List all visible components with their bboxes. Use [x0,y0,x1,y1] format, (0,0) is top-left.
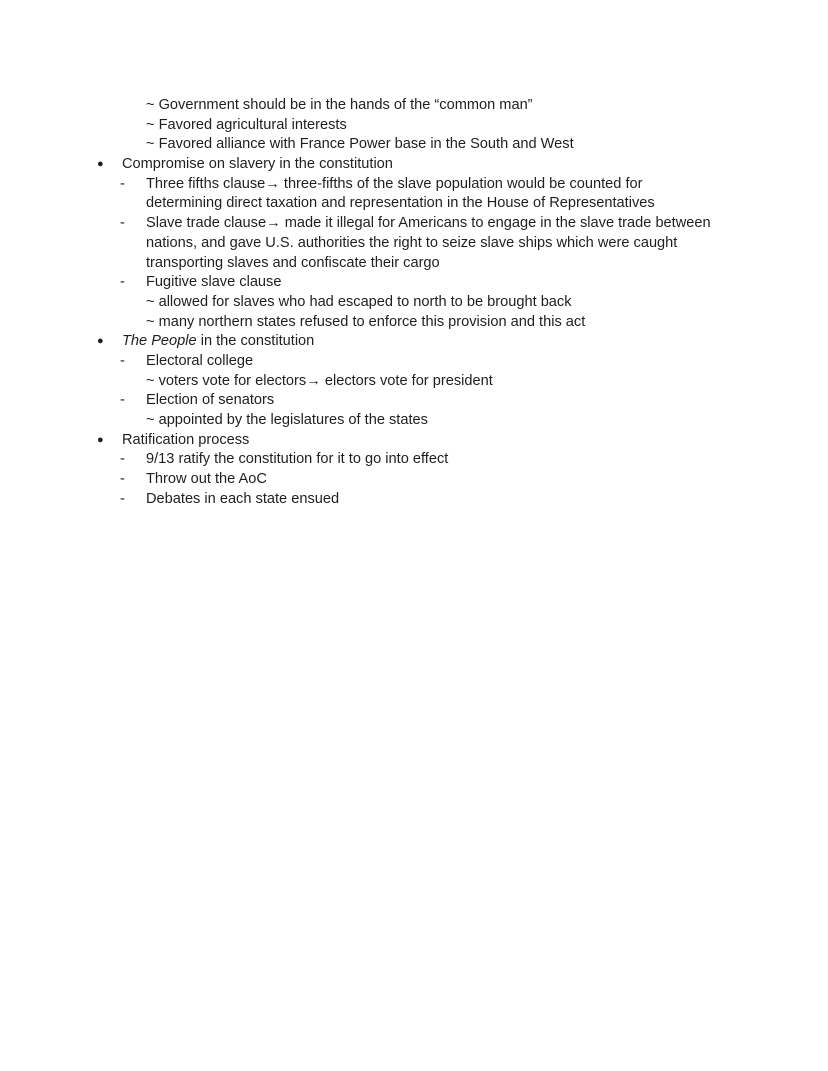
italic-phrase: The People [122,333,197,350]
note-line [0,313,828,333]
continuation-text: determining direct taxation and representation in the House of Representatives [146,195,655,212]
bullet-item [0,431,828,451]
dash-item [0,273,828,293]
note-text: ~ voters vote for electors→ electors vote for president [146,372,493,389]
bullet-text: Compromise on slavery in the constitution [122,156,393,173]
document-page [0,96,828,509]
dash-text: Debates in each state ensued [146,490,340,507]
bullet-text [122,332,314,352]
dash-text: Slave trade clause→ made it illegal for Americans to engage in the slave trade between [146,215,711,232]
dash-icon: - [120,392,125,409]
dash-text: Election of senators [146,392,275,409]
bullet-item [0,155,828,175]
dash-icon: - [120,274,125,291]
dash-icon: - [120,175,125,192]
bullet-icon: ● [97,433,104,446]
dash-item [0,490,828,510]
dash-item [0,450,828,470]
note-line [0,293,828,313]
continuation-line [0,254,828,274]
note-line [0,135,828,155]
dash-text: Three fifths clause→ three-fifths of the slave population would be counted for [146,175,643,192]
dash-item [0,214,828,234]
note-text: ~ allowed for slaves who had escaped to north to be brought back [146,293,572,310]
continuation-text: nations, and gave U.S. authorities the right to seize slave ships which were caught [146,234,678,251]
bullet-icon: ● [97,335,104,348]
note-text: ~ Favored agricultural interests [146,116,347,133]
dash-text: Throw out the AoC [146,471,267,488]
dash-item [0,175,828,195]
dash-icon: - [120,215,125,232]
continuation-line [0,194,828,214]
note-text: ~ many northern states refused to enforce this provision and this act [146,313,586,330]
dash-text: Electoral college [146,352,254,369]
note-line [0,411,828,431]
dash-icon: - [120,352,125,369]
bullet-item [0,332,828,352]
bullet-text: Ratification process [122,431,250,448]
note-text: ~ appointed by the legislatures of the states [146,412,428,428]
note-line [0,116,828,136]
continuation-text: transporting slaves and confiscate their cargo [146,254,440,271]
note-text: ~ Favored alliance with France Power base in the South and West [146,136,574,153]
bullet-text-rest: in the constitution [196,333,315,350]
note-line [0,96,828,116]
dash-icon: - [120,471,125,488]
dash-icon: - [120,490,125,507]
note-line [0,372,828,392]
dash-item [0,352,828,372]
dash-text: Fugitive slave clause [146,274,282,291]
dash-item [0,391,828,411]
note-text: ~ Government should be in the hands of the “common man” [146,97,533,113]
dash-item [0,470,828,490]
bullet-icon: ● [97,158,104,171]
dash-text: 9/13 ratify the constitution for it to go into effect [146,451,449,468]
continuation-line [0,234,828,254]
dash-icon: - [120,451,125,468]
